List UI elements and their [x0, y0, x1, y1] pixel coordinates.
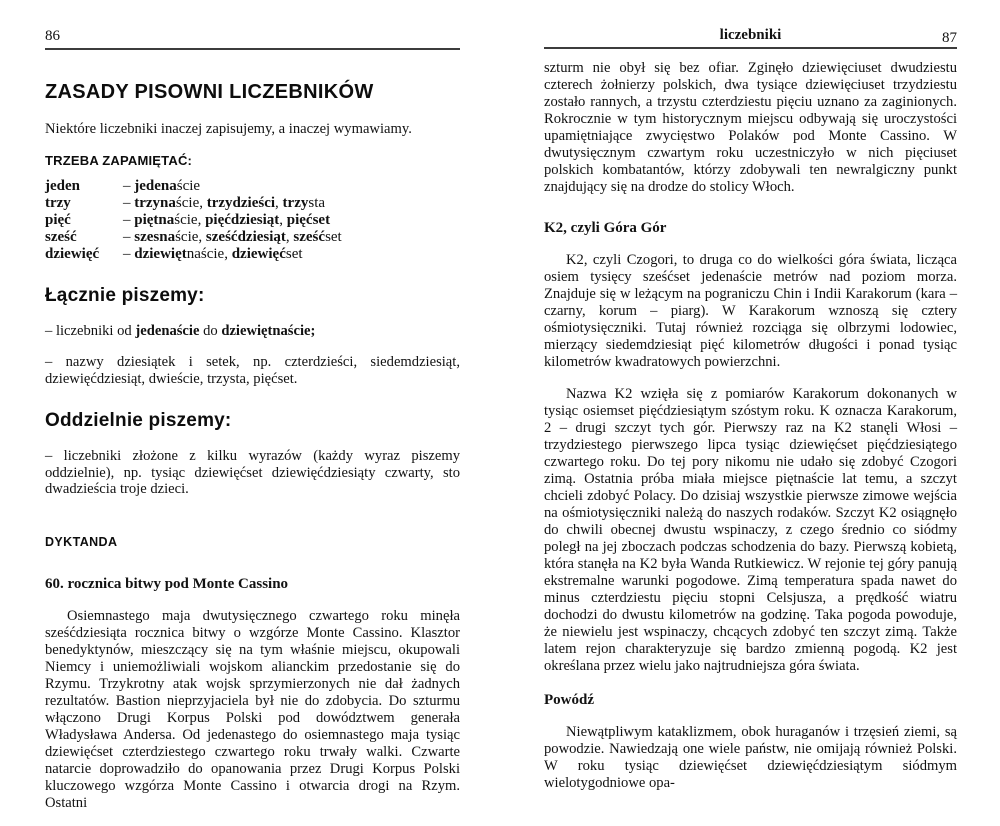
numeral-term: trzy	[45, 195, 71, 212]
header-rule-right	[544, 47, 957, 49]
dictation-title: 60. rocznica bitwy pod Monte Cassino	[45, 575, 289, 592]
together-rule-item: – liczebniki od jedenaście do dziewiętnaście;	[45, 323, 316, 340]
page-87	[544, 0, 957, 806]
numeral-forms: – trzynaście, trzydzieści, trzysta	[123, 195, 326, 212]
remember-list	[45, 178, 460, 263]
intro-sentence: Niektóre liczebniki inaczej zapisujemy, a inaczej wymawiamy.	[45, 121, 412, 137]
separately-rule-item: – liczebniki złożone z kilku wyrazów (każdy wyraz piszemy oddzielnie), np. tysiąc dziewięćset dziewięćdziesiąty czwarty, sto dwadzieścia troje dzieci.	[45, 448, 460, 497]
numeral-term: pięć	[45, 212, 71, 229]
numeral-forms: – jedenaście	[123, 178, 201, 195]
list-item	[45, 178, 460, 195]
running-head: liczebniki	[719, 27, 782, 43]
remember-heading: TRZEBA ZAPAMIĘTAĆ:	[45, 152, 193, 168]
numeral-term: dziewięć	[45, 246, 100, 263]
list-item	[45, 212, 460, 229]
list-item	[45, 246, 460, 263]
separately-heading: Oddzielnie piszemy:	[45, 410, 232, 432]
section-heading-k2: K2, czyli Góra Gór	[544, 220, 667, 236]
dyktanda-heading: DYKTANDA	[45, 534, 118, 549]
numeral-term: jeden	[45, 178, 80, 195]
page-87-header	[544, 0, 957, 49]
powodz-paragraph: Niewątpliwym kataklizmem, obok huraganów i trzęsień ziemi, są powodzie. Nawiedzają one wiele państw, nie omijają również Polski. W roku tysiąc dziewięćset dziewięćdziesiątym siódmym wielotygodniowe opa-	[544, 723, 957, 791]
numeral-forms: – szesnaście, sześćdziesiąt, sześćset	[123, 229, 342, 246]
dictation-continuation-paragraph: szturm nie obył się bez ofiar. Zginęło dziewięciuset dwudziestu czterech żołnierzy polskich, dwa tysiące dziewięciuset trzydziestu zostało rannych, a trzystu czterdziestu pięciu uznano za zaginionych. Rokrocznie w tym historycznym miejscu odbywają się uroczystości upamiętniające zwycięstwo Polaków pod Monte Cassino. W dwutysięcznym czwartym roku uczestniczyło w nich pięciuset polskich kombatantów, którzy zdobywali ten newralgiczny punkt znajdujący się na drodze do stolicy Włoch.	[544, 60, 957, 195]
numeral-forms: – dziewiętnaście, dziewięćset	[123, 246, 303, 263]
page-86-header	[45, 0, 460, 50]
dictation-paragraph: Osiemnastego maja dwutysięcznego czwartego roku minęła sześćdziesiąta rocznica bitwy o wzgórze Monte Cassino. Klasztor benedyktynów, mieszczący się na tym właśnie miejscu, okupowali Niemcy i uniemożliwiali wojskom alianckim przedostanie się do Rzymu. Trzykrotny atak wojsk sprzymierzonych nie dał żadnych rezultatów. Bastion nieprzyjaciela był nie do zdobycia. Do szturmu włączono Drugi Korpus Polski pod dowództwem generała Władysława Andersa. Od jedenastego do osiemnastego maja tysiąc dziewięćset czterdziestego czwartego roku trwały walki. Czwarte natarcie doprowadziło do opanowania przez Drugi Korpus Polski kluczowego wzgórza Monte Cassino i otwarcia drogi na Rzym. Ostatni	[45, 607, 460, 811]
header-rule-left	[45, 48, 460, 50]
k2-paragraph: K2, czyli Czogori, to druga co do wielkości góra świata, licząca osiem tysięcy sześćset jedenaście metrów nad poziom morza. Znajduje się w leżącym na pograniczu Chin i Indii Karakorum (kara – czarny, korum – piarg). W Karakorum wznoszą się cztery ośmiotysięczniki. Tutaj również rozciąga się olbrzymi lodowiec, mierzący siedemdziesiąt pięć kilometrów długości i ponad tysiąc kilometrów kwadratowych powierzchni.	[544, 252, 957, 370]
list-item	[45, 195, 460, 212]
page-86	[45, 0, 460, 826]
together-heading: Łącznie piszemy:	[45, 285, 205, 307]
numeral-forms: – piętnaście, pięćdziesiąt, pięćset	[123, 212, 331, 229]
section-heading-powodz: Powódź	[544, 691, 594, 708]
page-number-left: 86	[45, 28, 60, 44]
numeral-term: sześć	[45, 229, 77, 246]
page-number-right: 87	[942, 30, 957, 46]
chapter-title: ZASADY PISOWNI LICZEBNIKÓW	[45, 81, 374, 103]
k2-paragraph: Nazwa K2 wzięła się z pomiarów Karakorum dokonanych w tysiąc osiemset pięćdziesiątym szóstym roku. K oznacza Karakorum, 2 – drugi szczyt tych gór. Pierwszy raz na K2 stanęli Włosi – trzydziestego pierwszego lipca tysiąc dziewięćset pięćdziesiątego czwartego roku. Do tej pory nikomu nie udało się zdobyć Czogori zimą. Ostatnia próba miała miejsce piętnaście lat temu, a szczyt chcieli zdobyć Polacy. Do dzisiaj wszystkie pierwsze zimowe wejścia na ośmiotysięczniki należą do naszych rodaków. Szczyt K2 osiągnęło do chwili obecnej dwustu wspinaczy, z czego średnio co siódmy poległ na jej zboczach podczas schodzenia do bazy. Pierwszą kobietą, która stanęła na K2 była Wanda Rutkiewicz. W rejonie tej góry panują ekstremalne warunki pogodowe. Zimą temperatura spada nawet do minus czterdziestu pięciu stopni Celsjusza, a prędkość wiatru dochodzi do dwustu kilometrów na godzinę. Taka pogoda powoduje, że niewielu jest wspinaczy, chcących zdobyć ten szczyt zimą. Także latem rejon charakteryzuje się bardzo zmienną pogodą. K2 jest określana przez wielu jako najtrudniejsza góra świata.	[544, 385, 957, 674]
list-item	[45, 229, 460, 246]
together-rule-item: – nazwy dziesiątek i setek, np. czterdzieści, siedemdziesiąt, dziewięćdziesiąt, dwieście, trzysta, pięćset.	[45, 354, 460, 387]
